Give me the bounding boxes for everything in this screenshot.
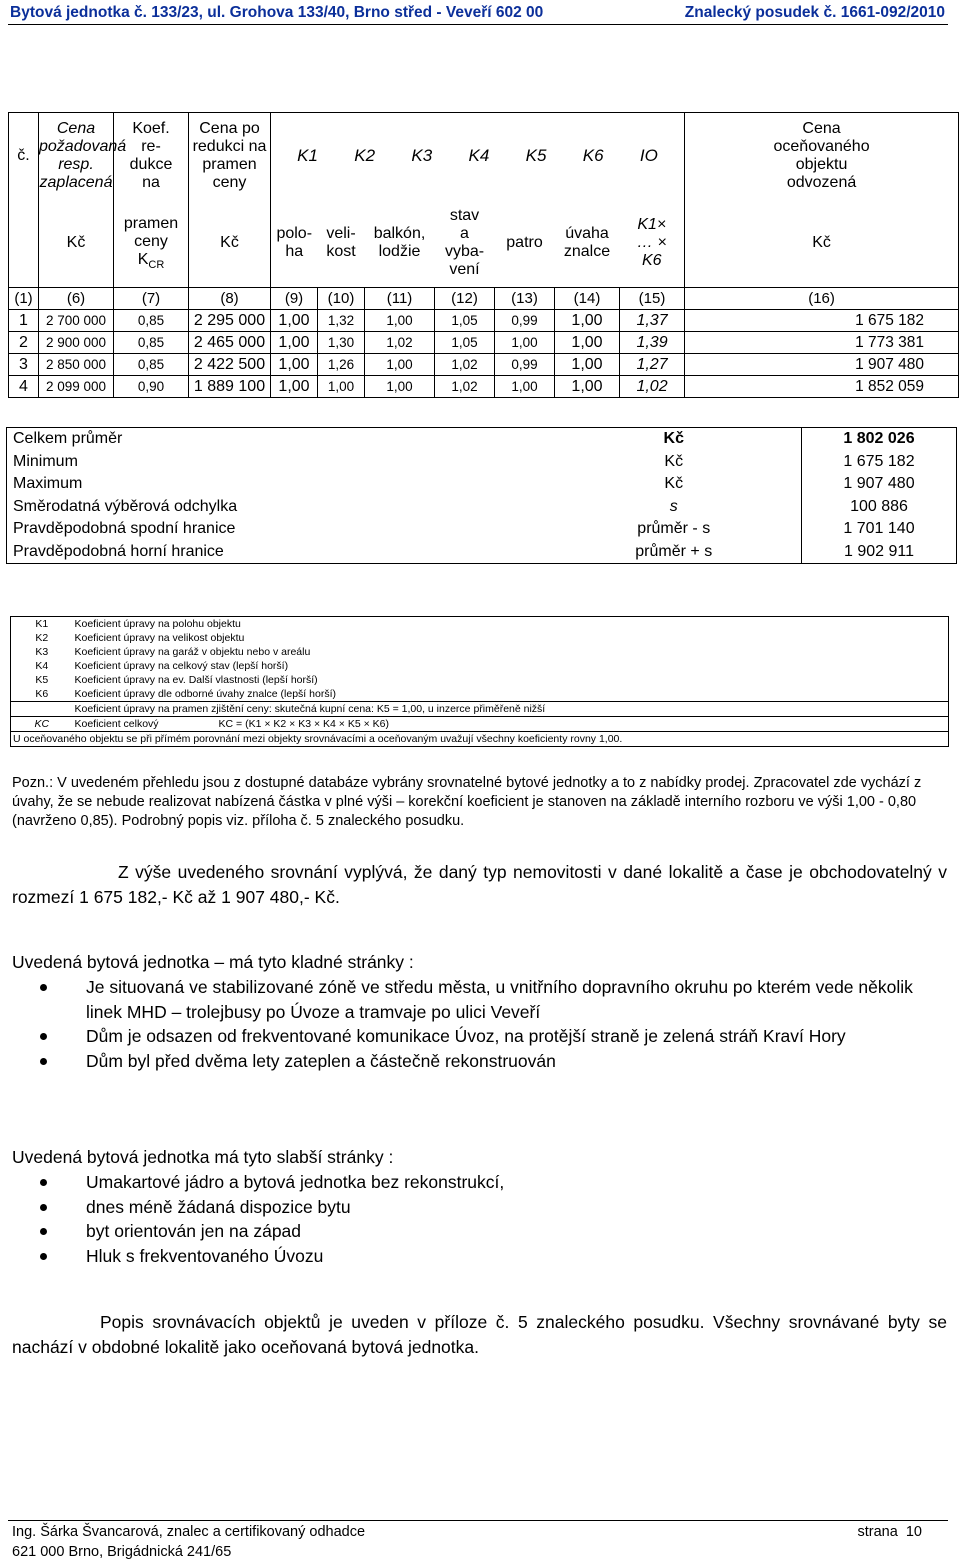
table-row: 3 2 850 000 0,85 2 422 500 1,00 1,26 1,00 1,02 0,99 1,00 1,27 1 907 480 bbox=[9, 354, 959, 376]
legend-row: K3 Koeficient úpravy na garáž v objektu nebo v areálu bbox=[35, 645, 311, 658]
table-row: Celkem průměr Kč 1 802 026 bbox=[7, 428, 957, 451]
page-header bbox=[10, 4, 945, 24]
positives-list bbox=[38, 975, 948, 1073]
legend-row: Koeficient úpravy na pramen zjištění ceny: skutečná kupní cena: K5 = 1,00, u inzerce přiměřeně nižší bbox=[11, 702, 949, 717]
column-number-row: (1) (6) (7) (8) (9) (10) (11) (12) (13) (14) (15) (16) bbox=[9, 288, 959, 310]
legend-row: K4 Koeficient úpravy na celkový stav (lepší horší) bbox=[35, 659, 289, 672]
col-head-koef: Koef. re- dukce na bbox=[114, 113, 189, 200]
coefficient-legend bbox=[10, 616, 949, 747]
statistics-table bbox=[6, 427, 957, 564]
col-head-kc-3: Kč bbox=[685, 200, 959, 288]
col-head-io: K1× … × K6 bbox=[620, 200, 685, 288]
legend-row: K2 Koeficient úpravy na velikost objektu bbox=[35, 631, 245, 644]
positives-title: Uvedená bytová jednotka – má tyto kladné stránky : bbox=[12, 952, 414, 972]
table-row: Minimum Kč 1 675 182 bbox=[7, 451, 957, 474]
footer-rule bbox=[8, 1520, 948, 1521]
footer-address: 621 000 Brno, Brigádnická 241/65 bbox=[12, 1544, 232, 1560]
header-rule bbox=[8, 24, 948, 25]
col-head-cena-ocenovaneho: Cena oceňovaného objektu odvozená bbox=[685, 113, 959, 200]
footer-author: Ing. Šárka Švancarová, znalec a certifikovaný odhadce bbox=[12, 1524, 366, 1540]
header-left: Bytová jednotka č. 133/23, ul. Grohova 133/40, Brno střed - Veveří 602 00 bbox=[10, 4, 544, 21]
col-head-c-lower bbox=[9, 200, 39, 288]
col-head-kc-2: Kč bbox=[189, 200, 271, 288]
col-head-poloha: polo- ha bbox=[271, 200, 318, 288]
table-row: 2 2 900 000 0,85 2 465 000 1,00 1,30 1,02 1,05 1,00 1,00 1,39 1 773 381 bbox=[9, 332, 959, 354]
col-head-cena-po-redukci: Cena po redukci na pramen ceny bbox=[189, 113, 271, 200]
negatives-title: Uvedená bytová jednotka má tyto slabší stránky : bbox=[12, 1147, 394, 1167]
legend-row: K6 Koeficient úpravy dle odborné úvahy znalce (lepší horší) bbox=[35, 687, 336, 700]
negatives-list bbox=[38, 1170, 948, 1268]
list-item: dnes méně žádaná dispozice bytu bbox=[38, 1195, 948, 1220]
table-row: Maximum Kč 1 907 480 bbox=[7, 473, 957, 496]
table-row: 4 2 099 000 0,90 1 889 100 1,00 1,00 1,00 1,02 1,00 1,00 1,02 1 852 059 bbox=[9, 376, 959, 398]
col-head-c: č. bbox=[9, 113, 39, 200]
col-head-balkon: balkón, lodžie bbox=[365, 200, 435, 288]
list-item: Dům je odsazen od frekventované komunikace Úvoz, na protější straně je zelená stráň Kraví Hory bbox=[38, 1024, 948, 1049]
col-head-stav: stav a vyba- vení bbox=[435, 200, 495, 288]
legend-row: KC Koeficient celkový KC = (K1 × K2 × K3 × K4 × K5 × K6) bbox=[11, 717, 949, 732]
table-row: 1 2 700 000 0,85 2 295 000 1,00 1,32 1,00 1,05 0,99 1,00 1,37 1 675 182 bbox=[9, 310, 959, 332]
legend-note-row: U oceňovaného objektu se při přímém porovnání mezi objekty srovnávacími a oceňovaným uvažují všechny koeficienty rovny 1,00. bbox=[11, 732, 949, 747]
col-head-velikost: veli- kost bbox=[318, 200, 365, 288]
table-row: Pravděpodobná horní hranice průměr + s 1 902 911 bbox=[7, 541, 957, 564]
col-head-patro: patro bbox=[495, 200, 555, 288]
footer-page: strana 10 bbox=[857, 1524, 922, 1540]
col-head-cena-pozadovana: Cena požadovaná resp. zaplacená bbox=[39, 113, 114, 200]
list-item: Dům byl před dvěma lety zateplen a částečně rekonstruován bbox=[38, 1049, 948, 1074]
legend-row: K1 Koeficient úpravy na polohu objektu bbox=[35, 617, 241, 630]
list-item: Je situovaná ve stabilizované zóně ve středu města, u vnitřního dopravního okruhu po kterém vede několik linek MHD – trolejbusy po Úvoze a tramvaje po ulici Veveří bbox=[38, 975, 948, 1024]
col-head-kc-1: Kč bbox=[39, 200, 114, 288]
conclusion-paragraph: Z výše uvedeného srovnání vyplývá, že daný typ nemovitosti v dané lokalitě a čase je obchodovatelný v rozmezí 1 675 182,- Kč až 1 907 480,- Kč. bbox=[12, 862, 947, 907]
col-head-pramen-ceny: pramen ceny $K_{CR}$ bbox=[114, 200, 189, 288]
legend-row: K5 Koeficient úpravy na ev. Další vlastnosti (lepší horší) bbox=[35, 673, 318, 686]
list-item: Hluk s frekventovaného Úvozu bbox=[38, 1244, 948, 1269]
col-head-uvaha: úvaha znalce bbox=[555, 200, 620, 288]
list-item: byt orientován jen na západ bbox=[38, 1219, 948, 1244]
header-right: Znalecký posudek č. 1661-092/2010 bbox=[684, 4, 945, 21]
col-head-coefficients: K1 K2 K3 K4 K5 K6 IO bbox=[271, 113, 685, 200]
description-paragraph: Popis srovnávacích objektů je uveden v příloze č. 5 znaleckého posudku. Všechny srovnávané byty se nachází v obdobné lokalitě jako oceňovaná bytová jednotka. bbox=[12, 1312, 947, 1357]
list-item: Umakartové jádro a bytová jednotka bez rekonstrukcí, bbox=[38, 1170, 948, 1195]
table-row: Pravděpodobná spodní hranice průměr - s 1 701 140 bbox=[7, 518, 957, 541]
note-paragraph: Pozn.: V uvedeném přehledu jsou z dostupné databáze vybrány srovnatelné bytové jednotky a to z nabídky prodej. Zpracovatel zde vychází z úvahy, že se nebude realizovat nabízená částka v plné výši – korekční koeficient je stanoven na základě interního rozboru ve výši 1,00 - 0,80 (navrženo 0,85). Podrobný popis viz. příloha č. 5 znaleckého posudku. bbox=[12, 775, 922, 829]
table-row: Směrodatná výběrová odchylka s 100 886 bbox=[7, 496, 957, 519]
comparison-table bbox=[8, 112, 959, 398]
